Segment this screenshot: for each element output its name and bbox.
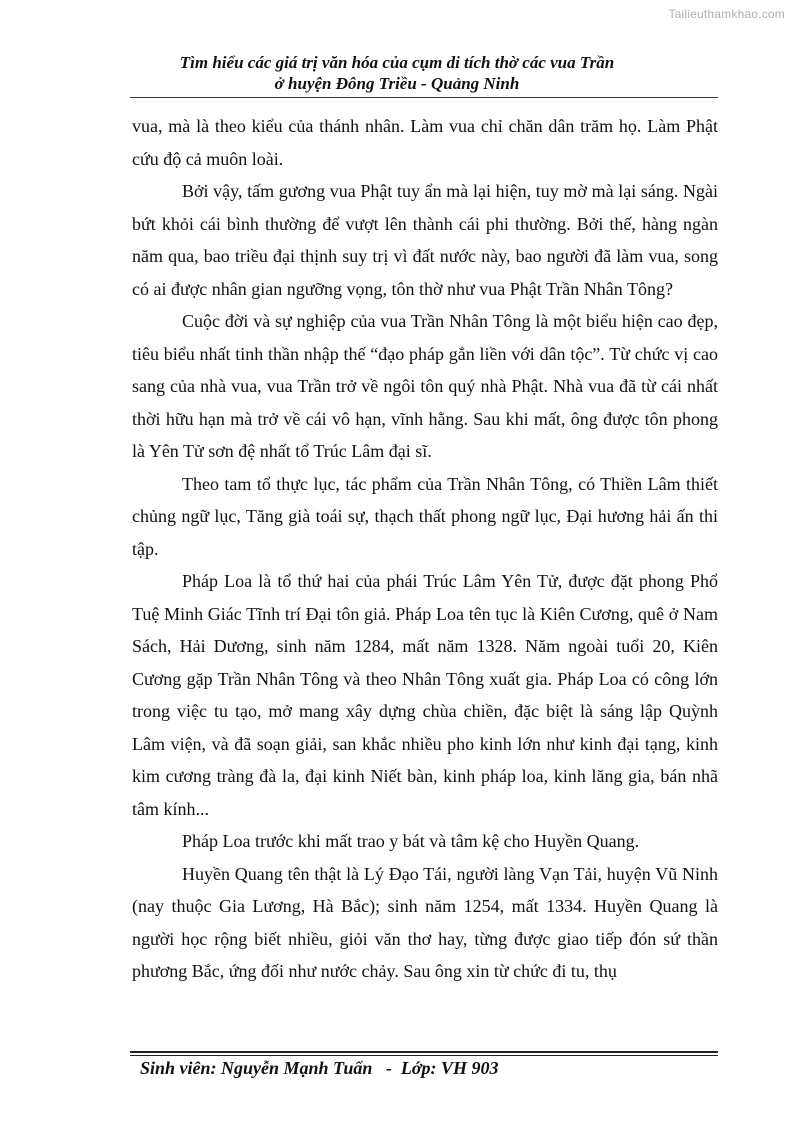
document-body: [132, 110, 718, 988]
header-divider: [130, 97, 718, 98]
paragraph: Theo tam tổ thực lục, tác phẩm của Trần Nhân Tông, có Thiền Lâm thiết chủng ngữ lục, Tăng già toái sự, thạch thất phong ngữ lục, Đại hương hải ấn thi tập.: [132, 473, 718, 559]
footer-student-info: Sinh viên: Nguyễn Mạnh Tuấn - Lớp: VH 903: [140, 1058, 499, 1078]
watermark-text: Tailieuthamkhao.com: [668, 7, 785, 21]
header-title-line-2: ở huyện Đông Triều - Quảng Ninh: [274, 74, 520, 93]
paragraph: Pháp Loa là tổ thứ hai của phái Trúc Lâm Yên Tử, được đặt phong Phổ Tuệ Minh Giác Tĩnh trí Đại tôn giả. Pháp Loa tên tục là Kiên Cương, quê ở Nam Sách, Hải Dương, sinh năm 1284, mất năm 1328. Năm ngoài tuổi 20, Kiên Cương gặp Trần Nhân Tông và theo Nhân Tông xuất gia. Pháp Loa có công lớn trong việc tu tạo, mở mang xây dựng chùa chiền, đặc biệt là sáng lập Quỳnh Lâm viện, và đã soạn giải, san khắc nhiều pho kinh lớn như kinh đại tạng, kinh kim cương tràng đà la, đại kinh Niết bàn, kinh pháp loa, kinh lăng gia, bán nhã tâm kính...: [132, 571, 718, 819]
footer-divider-thick: [130, 1051, 718, 1053]
paragraph: Cuộc đời và sự nghiệp của vua Trần Nhân Tông là một biểu hiện cao đẹp, tiêu biểu nhất tinh thần nhập thế “đạo pháp gắn liền với dân tộc”. Từ chức vị cao sang của nhà vua, vua Trần trở về ngôi tôn quý nhà Phật. Nhà vua đã từ cái nhất thời hữu hạn mà trở về cái vô hạn, vĩnh hằng. Sau khi mất, ông được tôn phong là Yên Tử sơn đệ nhất tổ Trúc Lâm đại sĩ.: [132, 311, 718, 461]
header-title-line-1: Tìm hiểu các giá trị văn hóa của cụm di tích thờ các vua Trần: [179, 53, 615, 72]
paragraph: Bởi vậy, tấm gương vua Phật tuy ẩn mà lại hiện, tuy mờ mà lại sáng. Ngài bứt khỏi cái bình thường để vượt lên thành cái phi thường. Bởi thế, hàng ngàn năm qua, bao triều đại thịnh suy trị vì đất nước này, bao người đã làm vua, song có ai được nhân gian ngưỡng vọng, tôn thờ như vua Phật Trần Nhân Tông?: [132, 181, 718, 299]
paragraph: vua, mà là theo kiểu của thánh nhân. Làm vua chỉ chăn dân trăm họ. Làm Phật cứu độ cả muôn loài.: [132, 116, 718, 169]
paragraph: Huyền Quang tên thật là Lý Đạo Tái, người làng Vạn Tải, huyện Vũ Ninh (nay thuộc Gia Lương, Hà Bắc); sinh năm 1254, mất 1334. Huyền Quang là người học rộng biết nhiều, giỏi văn thơ hay, từng được giao tiếp đón sứ thần phương Bắc, ứng đối như nước chảy. Sau ông xin từ chức đi tu, thụ: [132, 863, 718, 981]
paragraph: Pháp Loa trước khi mất trao y bát và tâm kệ cho Huyền Quang.: [182, 831, 640, 851]
document-header: [0, 52, 794, 94]
